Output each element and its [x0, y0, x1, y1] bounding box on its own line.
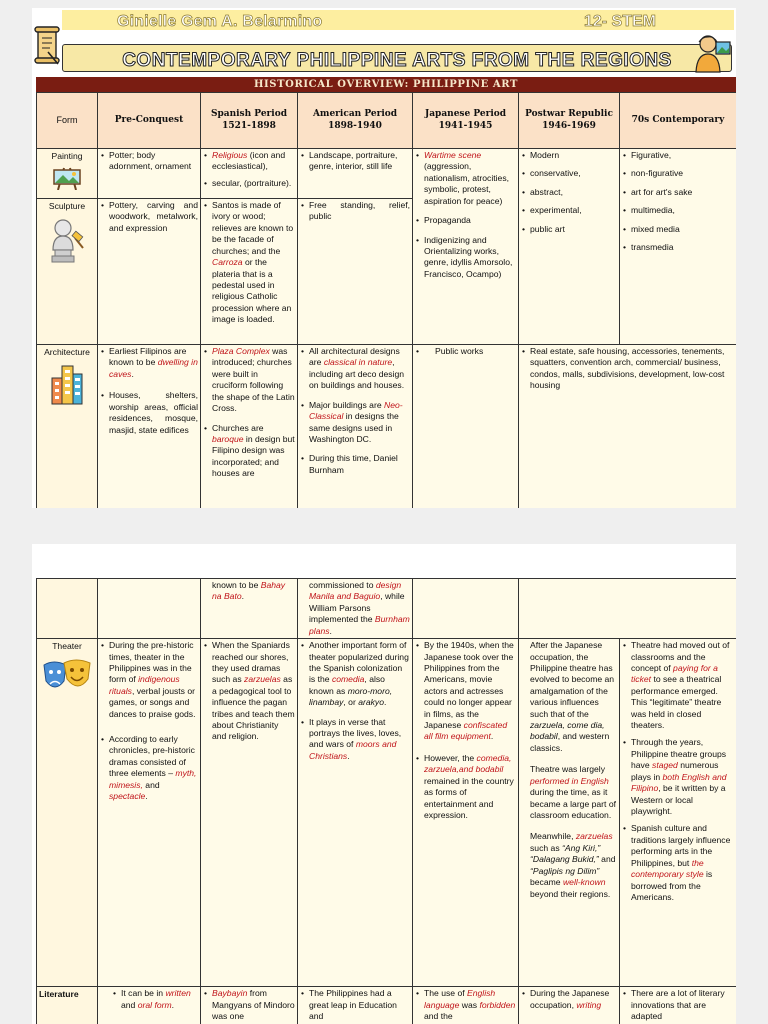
cell-theater-pre-conquest: • During the pre-historic times, theater in the Philippines was in the form of indigenous rituals, verbal jousts or games, or songs and dances to praise gods. • According to early chronicles, pre-historic dramas consisted of three elements – myth, mimesis, and spectacle. — [98, 639, 201, 987]
cell-architecture-american-continued: commissioned to design Manila and Baguio, while William Parsons implemented the Burnham plans. — [298, 579, 413, 639]
column-header-postwar-republic: Postwar Republic 1946-1969 — [519, 93, 620, 149]
header-banner — [32, 8, 736, 76]
table-row-architecture — [37, 345, 737, 509]
table-row-theater — [37, 639, 737, 987]
name-band — [62, 10, 734, 30]
overview-table-part-1 — [36, 92, 736, 508]
cell-painting-sculpture-postwar: • Modern • conservative, • abstract, • experimental, • public art — [519, 149, 620, 345]
column-header-american-period: American Period 1898-1940 — [298, 93, 413, 149]
cell-architecture-spanish-continued: known to be Bahay na Bato. — [201, 579, 298, 639]
cell-painting-sculpture-contemporary: • Figurative, • non-figurative • art for art's sake • multimedia, • mixed media • transmedia — [620, 149, 737, 345]
form-cell-literature: Literature — [37, 987, 98, 1024]
cell-sculpture-pre-conquest: • Pottery, carving and woodwork, metalwork, and expression — [98, 199, 201, 345]
cell-literature-contemporary: • There are a lot of literary innovations that are adapted — [620, 987, 737, 1024]
column-header-form: Form — [37, 93, 98, 149]
cell-theater-japanese: • By the 1940s, when the Japanese took over the Philippines from the Americans, movie actors and actresses could no longer appear in films, as the Japanese confiscated all film equipment. • However, the comedia, zarzuela,and bodabil remained in the country as forms of entertainment and expression. — [413, 639, 519, 987]
form-cell-sculpture: Sculpture — [37, 199, 98, 345]
theater-masks-icon — [42, 657, 92, 695]
form-cell-architecture: Architecture — [37, 345, 98, 509]
cell-painting-american: • Landscape, portraiture, genre, interior, still life — [298, 149, 413, 199]
buildings-icon — [50, 362, 84, 406]
cell-painting-spanish: • Religious (icon and ecclesiastical), • secular, (portraiture). — [201, 149, 298, 199]
cell-painting-pre-conquest: • Potter; body adornment, ornament — [98, 149, 201, 199]
table-row-literature — [37, 987, 737, 1024]
form-cell-painting: Painting — [37, 149, 98, 199]
cell-literature-postwar: • During the Japanese occupation, writing — [519, 987, 620, 1024]
cell-theater-spanish: • When the Spaniards reached our shores, they used dramas such as zarzuelas as a pedagogical tool to influence the pagan tribes and teach them about Christianity and religion. — [201, 639, 298, 987]
cell-sculpture-american: • Free standing, relief, public — [298, 199, 413, 345]
cell-theater-postwar: After the Japanese occupation, the Philippine theatre has evolved to become an amalgamation of the various influences such that of the zarzuela, come dia, bodabil, and western classics. Theatre was largely performed in English during the time, as it became a large part of classroom education. Meanwhile, zarzuelas such as “Ang Kiri,” “Dalagang Bukid,” and “Paglipis ng Dilim” became well-known beyond their regions. — [519, 639, 620, 987]
column-header-japanese-period: Japanese Period 1941-1945 — [413, 93, 519, 149]
table-row-painting — [37, 149, 737, 199]
artist-icon — [694, 32, 732, 74]
cell-sculpture-spanish: • Santos is made of ivory or wood; relieves are known to be the facade of churches; and the Carroza or the plateria that is a pedestal used in religious Catholic procession where an image is loaded. — [201, 199, 298, 345]
title-band — [62, 44, 732, 72]
cell-architecture-spanish: • Plaza Complex was introduced; churches were built in cruciform following the shape of the Latin Cross. • Churches are baroque in design but Filipino design was incorporated; and houses are — [201, 345, 298, 509]
cell-painting-sculpture-japanese: • Wartime scene (aggression, nationalism, atrocities, symbolic, protest, aspiration for peace) • Propaganda • Indigenizing and Orientalizing works, genre, idyllis Amorsolo, Francisco, Ocampo) — [413, 149, 519, 345]
cell-literature-american: • The Philippines had a great leap in Education and — [298, 987, 413, 1024]
cell-theater-contemporary: • Theatre had moved out of classrooms and the concept of paying for a ticket to see a theatrical performance emerged. This “legitimate” theatre was held in closed theaters. • Through the years, Philippine theatre groups have staged numerous plays in both English and Filipino, be it written by a Western or local playwright. • Spanish culture and traditions largely influence performing arts in the Philippines, but the contemporary style is borrowed from the Americans. — [620, 639, 737, 987]
grade-section: 12- STEM — [583, 13, 656, 30]
cell-literature-pre-conquest: • It can be in written and oral form. — [98, 987, 201, 1024]
cell-architecture-japanese: • Public works — [413, 345, 519, 509]
table-header-row — [37, 93, 737, 149]
student-name: Ginielle Gem A. Belarmino — [117, 13, 323, 30]
column-header-pre-conquest: Pre-Conquest — [98, 93, 201, 149]
cell-architecture-american: • All architectural designs are classical in nature, including art deco design on buildings and houses. • Major buildings are Neo-Classical in designs the same designs used in Washington DC. • During this time, Daniel Burnham — [298, 345, 413, 509]
document-page-1 — [32, 8, 736, 508]
painting-easel-icon — [50, 166, 84, 190]
column-header-spanish-period: Spanish Period 1521-1898 — [201, 93, 298, 149]
sculpture-bust-icon — [47, 216, 87, 264]
document-page-2 — [32, 544, 736, 1024]
overview-table-part-2 — [36, 578, 736, 1024]
cell-literature-japanese: • The use of English language was forbidden and the — [413, 987, 519, 1024]
main-title: CONTEMPORARY PHILIPPINE ARTS FROM THE REGIONS — [122, 50, 672, 71]
form-cell-theater: Theater — [37, 639, 98, 987]
column-header-70s-contemporary: 70s Contemporary — [620, 93, 737, 149]
cell-literature-spanish: • Baybayin from Mangyans of Mindoro was one — [201, 987, 298, 1024]
cell-architecture-pre-conquest: • Earliest Filipinos are known to be dwelling in caves. • Houses, shelters, worship areas, official residences, mosque, masjid, state edifices — [98, 345, 201, 509]
table-subtitle: HISTORICAL OVERVIEW: PHILIPPINE ART — [36, 77, 736, 92]
table-row-architecture-continued — [37, 579, 737, 639]
scroll-icon — [32, 26, 62, 68]
cell-architecture-postwar-contemporary: • Real estate, safe housing, accessories, tenements, squatters, convention arch, commercial/ business, condos, malls, subdivisions, development, low-cost housing — [519, 345, 737, 509]
cell-theater-american: • Another important form of theater popularized during the Spanish colonization is the comedia, also known as moro-moro, linambay, or arakyo. • It plays in verse that portrays the lives, loves, and wars of moors and Christians. — [298, 639, 413, 987]
